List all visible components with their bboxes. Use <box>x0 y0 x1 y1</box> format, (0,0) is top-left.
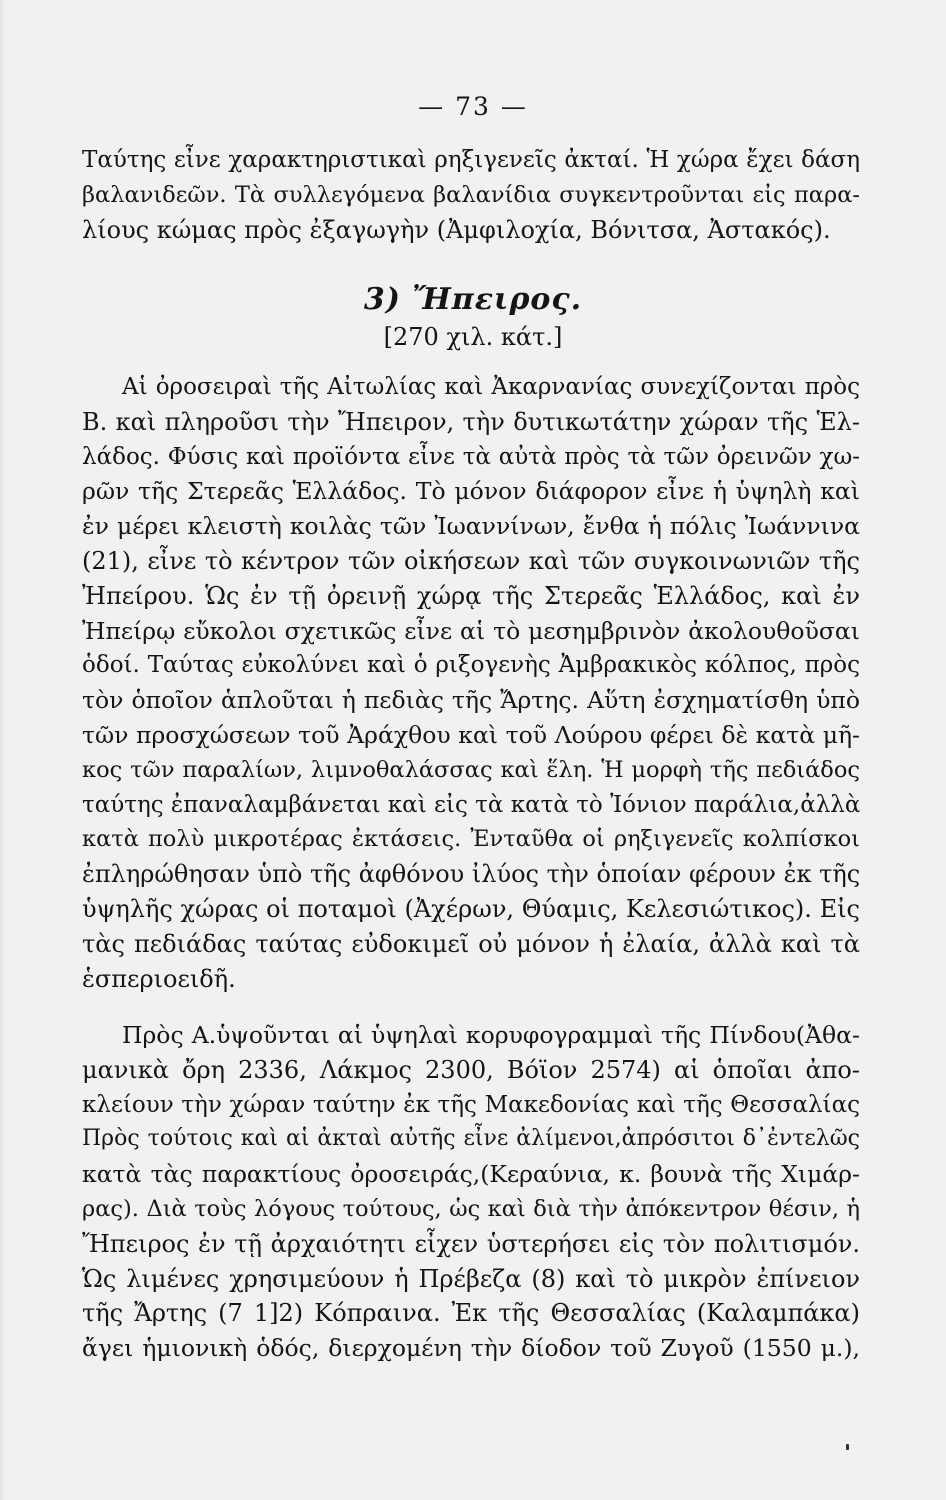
text-line: κλείουν τὴν χώραν ταύτην ἐκ τῆς Μακεδονίας καὶ τῆς Θεσσαλίας <box>82 1091 860 1118</box>
text-line: κατὰ τὰς παρακτίους ὀροσειράς,(Κεραύνια, κ. βουνὰ τῆς Χιμάρ- <box>82 1160 860 1189</box>
paragraph-acarnania-coast <box>82 143 860 247</box>
text-line: ρῶν τῆς Στερεᾶς Ἑλλάδος. Τὸ μόνον διάφορον εἶνε ἡ ὑψηλὴ καὶ <box>82 477 860 506</box>
text-line: Ταύτης εἶνε χαρακτηριστικαὶ ρηξιγενεῖς ἀκταί. Ἡ χώρα ἔχει δάση <box>82 147 860 173</box>
text-line: ταύτης ἐπαναλαμβάνεται καὶ εἰς τὰ κατὰ τὸ Ἰόνιον παράλια,ἀλλὰ <box>82 791 860 818</box>
text-line: Αἱ ὀροσειραὶ τῆς Αἰτωλίας καὶ Ἀκαρνανίας συνεχίζονται πρὸς <box>122 374 860 400</box>
paragraph-pindus-ports <box>82 1018 860 1366</box>
text-line: λάδος. Φύσις καὶ προϊόντα εἶνε τὰ αὐτὰ πρὸς τὰ τῶν ὀρεινῶν χω- <box>82 443 860 470</box>
text-line: κος τῶν παραλίων, λιμνοθαλάσσας καὶ ἕλη. Ἡ μορφὴ τῆς πεδιάδος <box>82 756 860 783</box>
text-line: ρας). Διὰ τοὺς λόγους τούτους, ὡς καὶ διὰ τὴν ἀπόκεντρον θέσιν, ἡ <box>82 1195 860 1222</box>
text-line: ἑσπεριοειδῆ. <box>82 964 236 993</box>
text-line: βαλανιδεῶν. Τὰ συλλεγόμενα βαλανίδια συγκεντροῦνται εἰς παρα- <box>82 181 860 208</box>
ink-mark <box>846 1444 849 1450</box>
text-line: Ὡς λιμένες χρησιμεύουν ἡ Πρέβεζα (8) καὶ τὸ μικρὸν ἐπίνειον <box>82 1264 860 1293</box>
text-line: Πρὸς τούτοις καὶ αἱ ἀκταὶ αὐτῆς εἶνε ἀλίμενοι,ἀπρόσιτοι δ᾽ἐντελῶς <box>82 1126 860 1152</box>
section-population: [270 χιλ. κάτ.] <box>383 323 563 351</box>
section-heading: 3) Ἤπειρος. <box>363 282 583 317</box>
text-line: λίους κώμας πρὸς ἐξαγωγὴν (Ἀμφιλοχία, Βόνιτσα, Ἀστακός). <box>82 215 831 244</box>
text-line: τῶν προσχώσεων τοῦ Ἀράχθου καὶ τοῦ Λούρου φέρει δὲ κατὰ μῆ- <box>82 720 860 749</box>
text-line: ὁδοί. Ταύτας εὐκολύνει καὶ ὁ ριξογενὴς Ἀμβρακικὸς κόλπος, πρὸς <box>82 652 860 679</box>
text-line: τὸν ὁποῖον ἁπλοῦται ἡ πεδιὰς τῆς Ἄρτης. Αὕτη ἐσχηματίσθη ὑπὸ <box>82 686 860 715</box>
text-line: (21), εἶνε τὸ κέντρον τῶν οἰκήσεων καὶ τῶν συγκοινωνιῶν τῆς <box>82 546 860 575</box>
text-line: Β. καὶ πληροῦσι τὴν Ἤπειρον, τὴν δυτικωτάτην χώραν τῆς Ἑλ- <box>82 407 860 436</box>
text-line: Ἠπείρου. Ὡς ἐν τῇ ὀρεινῇ χώρᾳ τῆς Στερεᾶς Ἑλλάδος, καὶ ἐν <box>82 581 860 610</box>
text-line: κατὰ πολὺ μικροτέρας ἐκτάσεις. Ἐνταῦθα οἱ ρηξιγενεῖς κολπίσκοι <box>82 826 860 853</box>
text-line: Ἠπείρῳ εὔκολοι σχετικῶς εἶνε αἱ τὸ μεσημβρινὸν ἀκολουθοῦσαι <box>82 616 860 645</box>
text-line: ἄγει ἡμιονικὴ ὁδός, διερχομένη τὴν δίοδον τοῦ Ζυγοῦ (1550 μ.), <box>82 1334 860 1363</box>
scan-edge-shadow <box>0 0 6 1500</box>
text-line: Πρὸς Α.ὑψοῦνται αἱ ὑψηλαὶ κορυφογραμμαὶ τῆς Πίνδου(Ἀθα- <box>122 1021 860 1049</box>
text-line: τῆς Ἄρτης (7 1]2) Κόπραινα. Ἐκ τῆς Θεσσαλίας (Καλαμπάκα) <box>82 1299 860 1328</box>
text-line: ἐν μέρει κλειστὴ κοιλὰς τῶν Ἰωαννίνων, ἔνθα ἡ πόλις Ἰωάννινα <box>82 512 860 541</box>
text-line: ὑψηλῆς χώρας οἱ ποταμοὶ (Ἀχέρων, Θύαμις, Κελεσιώτικος). Εἰς <box>82 894 860 923</box>
text-line: ἐπληρώθησαν ὑπὸ τῆς ἀφθόνου ἰλύος τὴν ὁποίαν φέρουν ἐκ τῆς <box>82 860 860 889</box>
page-number: — 73 — <box>418 92 528 121</box>
text-line: τὰς πεδιάδας ταύτας εὐδοκιμεῖ οὐ μόνον ἡ ἐλαία, ἀλλὰ καὶ τὰ <box>82 929 860 958</box>
text-line: Ἤπειρος ἐν τῇ ἀρχαιότητι εἶχεν ὑστερήσει εἰς τὸν πολιτισμόν. <box>82 1229 860 1258</box>
paragraph-epirus-description <box>82 370 860 996</box>
text-line: μανικὰ ὄρη 2336, Λάκμος 2300, Βόϊον 2574) αἱ ὁποῖαι ἀπο- <box>82 1055 860 1084</box>
